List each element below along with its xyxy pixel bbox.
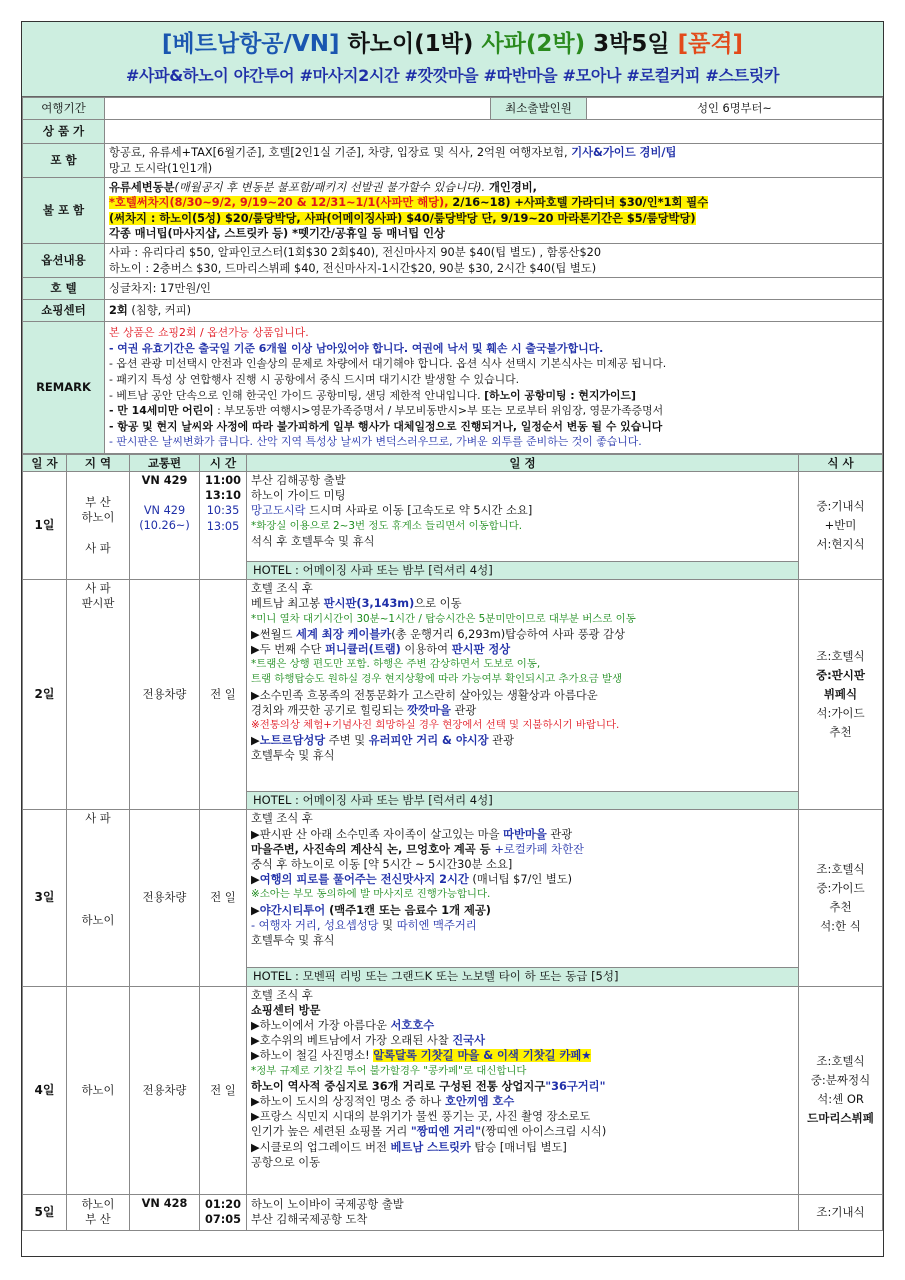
day3-schedule: 호텔 조식 후 ▶판시판 산 아래 소수민족 자이족이 살고있는 마을 따반마을 관광 마을주변, 사진속의 계산식 논, 므엉호아 계곡 등 +로컬카페 차한잔 중식 후 하노이로 이동 [약 5시간 ~ 5시간30분 소요] ▶여행의 피로를 풀어주는 전신맛사지 2시간 (매너팁 $7/인 별도) ※소아는 부모 동의하에 발 마사지로 진행가능합니다. ▶야간시티투어 (맥주1캔 또는 음료수 1개 제공) - 여행자 거리, 성요셉성당 및 따히엔 맥주거리 호텔투숙 및 휴식 xyxy=(247,810,799,968)
day2-row xyxy=(23,580,883,792)
day5-region: 하노이 부 산 xyxy=(67,1194,130,1230)
day5-schedule: 하노이 노이바이 국제공항 출발 부산 김해국제공항 도착 xyxy=(247,1194,799,1230)
col-day: 일 자 xyxy=(23,455,67,472)
day3-label: 3일 xyxy=(23,810,67,986)
min-people-label: 최소출발인원 xyxy=(491,98,587,120)
hotel-label: 호 텔 xyxy=(23,278,105,300)
col-meal: 식 사 xyxy=(799,455,883,472)
include-value: 항공료, 유류세+TAX[6월기준], 호텔[2인1실 기준], 차량, 입장료 및 식사, 2억원 여행자보험, 기사&가이드 경비/팁 망고 도시락(1인1개) xyxy=(105,144,883,178)
day4-time: 전 일 xyxy=(200,986,247,1194)
title-airline: [베트남항공/VN] xyxy=(161,31,340,57)
header xyxy=(22,22,883,97)
day1-schedule: 부산 김해공항 출발 하노이 가이드 미팅 망고도시락 드시며 사파로 이동 [고속도로 약 5시간 소요] *화장실 이용으로 2~3번 정도 휴게소 들리면서 이동합니다. 석식 후 호텔투숙 및 휴식 xyxy=(247,472,799,562)
day1-row xyxy=(23,472,883,562)
period-label: 여행기간 xyxy=(23,98,105,120)
day2-time: 전 일 xyxy=(200,580,247,810)
day1-region: 부 산 하노이 사 파 xyxy=(67,472,130,580)
price-value xyxy=(105,120,883,144)
title-hanoi: 하노이(1박) xyxy=(347,31,474,57)
day4-label: 4일 xyxy=(23,986,67,1194)
day3-hotel: HOTEL : 모벤픽 리빙 또는 그랜드K 또는 노보텔 타이 하 또는 동급 [5성] xyxy=(247,968,799,986)
col-region: 지 역 xyxy=(67,455,130,472)
day5-transport: VN 428 xyxy=(130,1194,200,1230)
price-label: 상 품 가 xyxy=(23,120,105,144)
day3-transport: 전용차량 xyxy=(130,810,200,986)
day2-transport: 전용차량 xyxy=(130,580,200,810)
day2-hotel: HOTEL : 어메이징 사파 또는 밤부 [럭셔리 4성] xyxy=(247,792,799,810)
day5-row xyxy=(23,1194,883,1230)
day1-time: 11:00 13:10 10:35 13:05 xyxy=(200,472,247,580)
shopping-label: 쇼핑센터 xyxy=(23,300,105,322)
remark-value: 본 상품은 쇼핑2회 / 옵션가능 상품입니다. - 여권 유효기간은 출국일 기준 6개월 이상 남아있어야 합니다. 여권에 낙서 및 훼손 시 출국불가합니다. - 옵션 관광 미선택시 안전과 인솔상의 문제로 차량에서 대기해야 합니다. 옵션 식사 선택시 기본식사는 미제공 됩니다. - 패키지 특성 상 연합행사 진행 시 공항에서 중식 드시며 대기시간 발생할 수 있습니다. - 베트남 공안 단속으로 인해 한국인 가이드 공항미팅, 샌딩 제한적 안내입니다. [하노이 공항미팅 : 현지가이드] - 만 14세미만 어린이 : 부모동반 여행시>영문가족증명서 / 부모비동반시>부 또는 모로부터 위임장, 영문가족증명서 - 항공 및 현지 날씨와 사정에 따라 불가피하게 일부 행사가 대체일정으로 진행되거나, 일정순서 변동 될 수 있습니다 - 판시판은 날씨변화가 큽니다. 산악 지역 특성상 날씨가 변덕스러우므로, 가벼운 외투를 준비하는 것이 좋습니다. xyxy=(105,322,883,454)
day2-region: 사 파 판시판 xyxy=(67,580,130,810)
day1-meal: 중:기내식 +반미 서:현지식 xyxy=(799,472,883,580)
day1-label: 1일 xyxy=(23,472,67,580)
col-time: 시 간 xyxy=(200,455,247,472)
option-value: 사파 : 유리다리 $50, 알파인코스터(1회$30 2회$40), 전신마사지 90분 $40(팁 별도) , 함롱산$20 하노이 : 2층버스 $30, 드마리스뷔페 $40, 전신마사지-1시간$20, 90분 $30, 2시간 $40(팁 별도) xyxy=(105,244,883,278)
day4-row xyxy=(23,986,883,1194)
title-sapa: 사파(2박) xyxy=(481,31,586,57)
option-label: 옵션내용 xyxy=(23,244,105,278)
shopping-value: 2회 (침향, 커피) xyxy=(105,300,883,322)
day2-schedule: 호텔 조식 후 베트남 최고봉 판시판(3,143m)으로 이동 *미니 열차 대기시간이 30분~1시간 / 탑승시간은 5분미만이므로 대부분 버스로 이동 ▶썬월드 세계 최장 케이블카(총 운행거리 6,293m)탑승하여 사파 풍광 감상 ▶두 번째 수단 퍼니큘러(트램) 이용하여 판시판 정상 *트램은 상행 편도만 포함. 하행은 주변 감상하면서 도보로 이동, 트램 하행탑승도 원하실 경우 현지상황에 따라 가능여부 확인되시고 추가요금 발생 ▶소수민족 흐몽족의 전통문화가 고스란히 살아있는 생활상과 아름다운 경치와 깨끗한 공기로 힐링되는 깟깟마을 관광 ※전통의상 체험+기념사진 희망하실 경우 현장에서 선택 및 지불하시기 바랍니다. ▶노트르담성당 주변 및 유러피안 거리 & 야시장 관광 호텔투숙 및 휴식 xyxy=(247,580,799,792)
remark-label: REMARK xyxy=(23,322,105,454)
hotel-value: 싱글차지: 17만원/인 xyxy=(105,278,883,300)
day3-time: 전 일 xyxy=(200,810,247,986)
day5-meal: 조:기내식 xyxy=(799,1194,883,1230)
title-duration: 3박5일 xyxy=(593,31,670,57)
day1-transport: VN 429 VN 429 (10.26~) xyxy=(130,472,200,580)
day2-label: 2일 xyxy=(23,580,67,810)
min-people-value: 성인 6명부터~ xyxy=(587,98,883,120)
day4-transport: 전용차량 xyxy=(130,986,200,1194)
period-value xyxy=(105,98,491,120)
day5-label: 5일 xyxy=(23,1194,67,1230)
include-label: 포 함 xyxy=(23,144,105,178)
day4-meal: 조:호텔식 중:분짜정식 석:셴 OR 드마리스뷔페 xyxy=(799,986,883,1194)
day3-row xyxy=(23,810,883,968)
day2-meal: 조:호텔식 중:판시판 뷔페식 석:가이드 추천 xyxy=(799,580,883,810)
day3-region: 사 파 하노이 xyxy=(67,810,130,986)
day4-region: 하노이 xyxy=(67,986,130,1194)
info-table xyxy=(22,97,883,454)
day1-hotel: HOTEL : 어메이징 사파 또는 밤부 [럭셔리 4성] xyxy=(247,562,799,580)
hashtags: #사파&하노이 야간투어 #마사지2시간 #깟깟마을 #따반마을 #모아나 #로컬커피 #스트릿카 xyxy=(125,66,780,85)
page-title xyxy=(22,22,883,62)
itinerary-page xyxy=(21,21,884,1257)
title-grade: [품격] xyxy=(677,31,744,57)
schedule-table xyxy=(22,454,883,1231)
col-transport: 교통편 xyxy=(130,455,200,472)
exclude-label: 불 포 함 xyxy=(23,178,105,244)
day4-schedule: 호텔 조식 후 쇼핑센터 방문 ▶하노이에서 가장 아름다운 서호호수 ▶호수위의 베트남에서 가장 오래된 사찰 진국사 ▶하노이 철길 사진명소! 알록달록 기찻길 마을 & 이색 기찻길 카페★ *정부 규제로 기찻길 투어 불가할경우 "콩카페"로 대신합니다 하노이 역사적 중심지로 36개 거리로 구성된 전통 상업지구"36구거리" ▶하노이 도시의 상징적인 명소 중 하나 호안끼엠 호수 ▶프랑스 식민지 시대의 분위기가 물씬 풍기는 곳, 사진 촬영 장소로도 인기가 높은 세련된 쇼핑몰 거리 "짱띠엔 거리"(짱띠엔 아이스크림 시식) ▶시클로의 업그레이드 버전 베트남 스트릿카 탑승 [매너팁 별도] 공항으로 이동 xyxy=(247,986,799,1194)
col-schedule: 일 정 xyxy=(247,455,799,472)
day3-meal: 조:호텔식 중:가이드 추천 석:한 식 xyxy=(799,810,883,986)
exclude-value: 유류세변동분(매월공지 후 변동분 불포함/패키지 선발권 불가할수 있습니다). 개인경비, *호텔써차지(8/30~9/2, 9/19~20 & 12/31~1/1(사파만 해당), 2/16~18) +사파호텔 가라디너 $30/인*1회 필수 (써차지 : 하노이(5성) $20/룸당박당, 사파(어메이징사파) $40/룸당박당 단, 9/19~20 마라톤기간은 $5/룸당박당) 각종 매너팁(마사지샵, 스트릿카 등) *뗏기간/공휴일 등 매너팁 인상 xyxy=(105,178,883,244)
day5-time: 01:20 07:05 xyxy=(200,1194,247,1230)
